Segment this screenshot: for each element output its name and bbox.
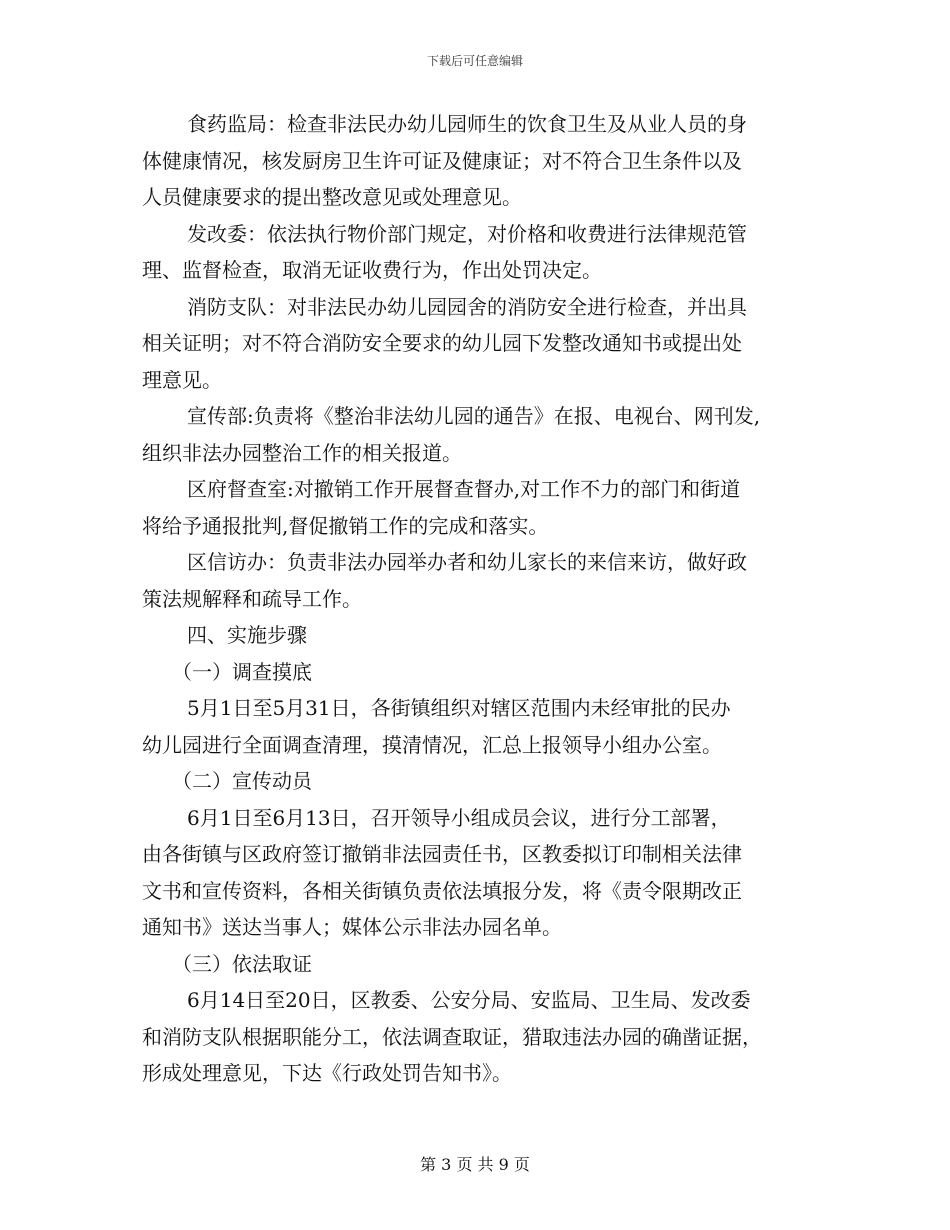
- text-line: 和消防支队根据职能分工，依法调查取证，猎取违法办园的确凿证据，: [142, 1024, 762, 1049]
- text-line: 策法规解释和疏导工作。: [142, 586, 362, 611]
- text-line: 区信访办：负责非法办园举办者和幼儿家长的来信来访，做好政: [187, 550, 747, 574]
- text-line: 食药监局：检查非法民办幼儿园师生的饮食卫生及从业人员的身: [187, 112, 747, 136]
- text-line: 四、实施步骤: [187, 623, 307, 647]
- text-line: 宣传部:负责将《整治非法幼儿园的通告》在报、电视台、网刊发,: [187, 404, 761, 428]
- text-line: 由各街镇与区政府签订撤销非法园责任书，区教委拟订印制相关法律: [142, 842, 742, 866]
- text-line: 将给予通报批判,督促撤销工作的完成和落实。: [142, 513, 549, 538]
- text-line: （二）宣传动员: [172, 769, 312, 793]
- text-line: 组织非法办园整治工作的相关报道。: [142, 440, 462, 465]
- text-line: 区府督查室:对撤销工作开展督查督办,对工作不力的部门和街道: [187, 477, 741, 501]
- document-body: [142, 106, 810, 1092]
- text-line: 5月1日至5月31日，各街镇组织对辖区范围内未经审批的民办: [187, 696, 731, 720]
- text-line: 6月14日至20日，区教委、公安分局、安监局、卫生局、发改委: [187, 988, 751, 1012]
- text-line: 形成处理意见，下达《行政处罚告知书》。: [142, 1061, 512, 1085]
- page-footer: 第 3 页 共 9 页: [420, 1155, 530, 1174]
- text-line: 文书和宣传资料，各相关街镇负责依法填报分发，将《责令限期改正: [142, 878, 742, 903]
- text-line: 6月1日至6月13日，召开领导小组成员会议，进行分工部署，: [187, 805, 731, 830]
- text-line: 相关证明；对不符合消防安全要求的幼儿园下发整改通知书或提出处: [142, 331, 742, 355]
- text-line: 通知书》送达当事人；媒体公示非法办园名单。: [142, 915, 562, 939]
- text-line: 幼儿园进行全面调查清理，摸清情况，汇总上报领导小组办公室。: [142, 732, 722, 757]
- page-header: 下载后可任意编辑: [426, 54, 523, 68]
- text-line: 人员健康要求的提出整改意见或处理意见。: [142, 185, 522, 209]
- text-line: 理意见。: [142, 367, 222, 392]
- text-line: 发改委：依法执行物价部门规定，对价格和收费进行法律规范管: [187, 221, 747, 246]
- text-line: 体健康情况，核发厨房卫生许可证及健康证；对不符合卫生条件以及: [142, 148, 742, 173]
- text-line: 消防支队：对非法民办幼儿园园舍的消防安全进行检查，并出具: [187, 294, 747, 319]
- text-line: （三）依法取证: [172, 951, 312, 976]
- text-line: 理、监督检查，取消无证收费行为，作出处罚决定。: [142, 258, 602, 282]
- text-line: （一）调查摸底: [172, 659, 312, 684]
